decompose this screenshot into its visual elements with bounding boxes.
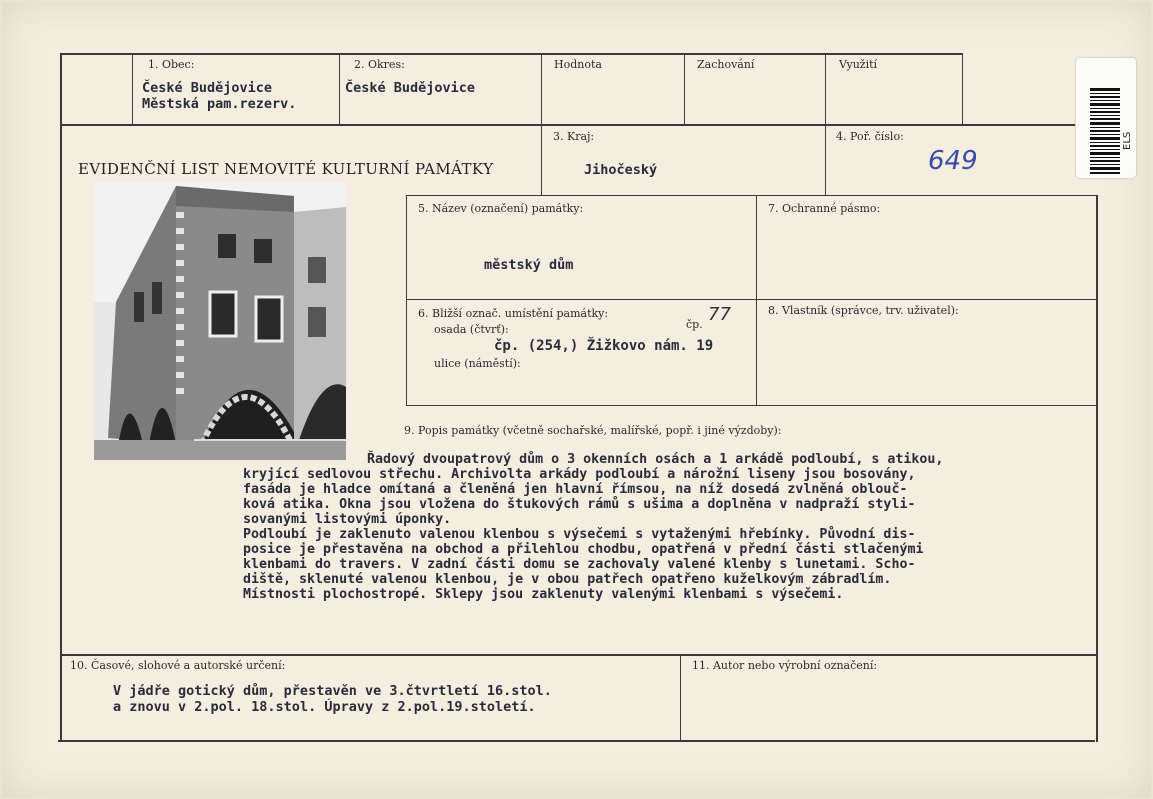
building-photo: [94, 182, 346, 460]
popis-line: kryjící sedlovou střechu. Archivolta arkády podloubí a nárožní liseny jsou bosovány,: [243, 467, 916, 482]
okres-label: 2. Okres:: [354, 58, 405, 71]
vlastnik-label: 8. Vlastník (správce, trv. uživatel):: [768, 304, 959, 317]
popis-line: Místnosti plochostropé. Sklepy jsou zaklenuty valenými klenbami s výsečemi.: [243, 587, 844, 602]
obec-label: 1. Obec:: [148, 58, 195, 71]
umisteni-label: 6. Bližší označ. umístění památky:: [418, 307, 609, 320]
pasmo-label: 7. Ochranné pásmo:: [768, 202, 881, 215]
frame-left: [60, 53, 62, 741]
obec-value-line2: Městská pam.rezerv.: [142, 96, 297, 112]
divider-popis-bottom: [60, 654, 1096, 656]
vline-pasmo: [756, 195, 757, 406]
cp-handwritten: 77: [708, 304, 731, 325]
popis-line: klenbami do travers. V zadní části domu se zachovaly valené klenby s lunetami. Scho-: [243, 557, 916, 572]
por-cislo-label: 4. Poř. číslo:: [836, 130, 904, 143]
popis-line: posice je přestavěna na obchod a přilehlou chodbu, opatřená v přední části stlačenými: [243, 542, 924, 557]
frame-top: [60, 53, 963, 55]
divider-umisteni-bottom: [406, 405, 1096, 406]
sticker-label: ELS: [1122, 131, 1133, 150]
cp-label: čp.: [686, 318, 703, 331]
barcode-icon: [1090, 88, 1120, 174]
autor-label: 11. Autor nebo výrobní označení:: [692, 659, 878, 672]
vline-vyuziti: [825, 53, 826, 196]
vline-obec: [132, 53, 133, 125]
urceni-label: 10. Časové, slohové a autorské určení:: [70, 659, 286, 672]
okres-value: České Budějovice: [345, 80, 476, 96]
popis-line: ková atika. Okna jsou vložena do štukových rámů s ušima a doplněna v nadpraží styli-: [243, 497, 916, 512]
ulice-label: ulice (náměstí):: [434, 357, 521, 370]
popis-line: Řadový dvoupatrový dům o 3 okenních osách a 1 arkádě podloubí, s atikou,: [367, 452, 944, 467]
popis-line: sovanými listovými úponky.: [243, 512, 452, 527]
frame-bottom: [58, 740, 1095, 742]
vline-autor: [680, 654, 681, 741]
umisteni-value: čp. (254,) Žižkovo nám. 19: [494, 338, 714, 354]
hodnota-label: Hodnota: [554, 58, 602, 71]
kraj-label: 3. Kraj:: [553, 130, 595, 143]
popis-line: Podloubí je zaklenuto valenou klenbou s výsečemi s vytaženými hřebínky. Původní dis-: [243, 527, 916, 542]
urceni-line1: V jádře gotický dům, přestavěn ve 3.čtvrtletí 16.stol.: [113, 683, 552, 699]
vline-zachovani: [684, 53, 685, 125]
vline-nazev-left: [406, 195, 407, 406]
vyuziti-label: Využití: [839, 58, 878, 71]
popis-line: diště, sklenuté valenou klenbou, je v obou patřech opatřeno kuželkovým zábradlím.: [243, 572, 892, 587]
card-title: EVIDENČNÍ LIST NEMOVITÉ KULTURNÍ PAMÁTKY: [78, 160, 494, 178]
barcode-sticker: [1076, 58, 1136, 178]
frame-right-upper: [962, 53, 963, 125]
por-cislo-value: 649: [928, 146, 978, 176]
divider-header: [60, 124, 1075, 126]
obec-value-line1: České Budějovice: [142, 80, 273, 96]
divider-nazev-bottom: [406, 299, 1096, 300]
vline-okres: [339, 53, 340, 125]
urceni-line2: a znovu v 2.pol. 18.stol. Úpravy z 2.pol.19.století.: [113, 699, 536, 715]
popis-line: fasáda je hladce omítaná a členěná jen hlavní římsou, na níž dosedá zvlněná oblouč-: [243, 482, 908, 497]
frame-right: [1096, 195, 1098, 742]
nazev-label: 5. Název (označení) památky:: [418, 202, 584, 215]
popis-text: [243, 452, 943, 602]
kraj-value: Jihočeský: [584, 162, 658, 178]
nazev-value: městský dům: [484, 257, 574, 273]
popis-label: 9. Popis památky (včetně sochařské, malířské, popř. i jiné výzdoby):: [404, 424, 782, 437]
divider-kraj-bottom: [406, 195, 1098, 196]
vline-hodnota: [541, 53, 542, 196]
zachovani-label: Zachování: [697, 58, 755, 71]
osada-label: osada (čtvrť):: [434, 323, 509, 336]
